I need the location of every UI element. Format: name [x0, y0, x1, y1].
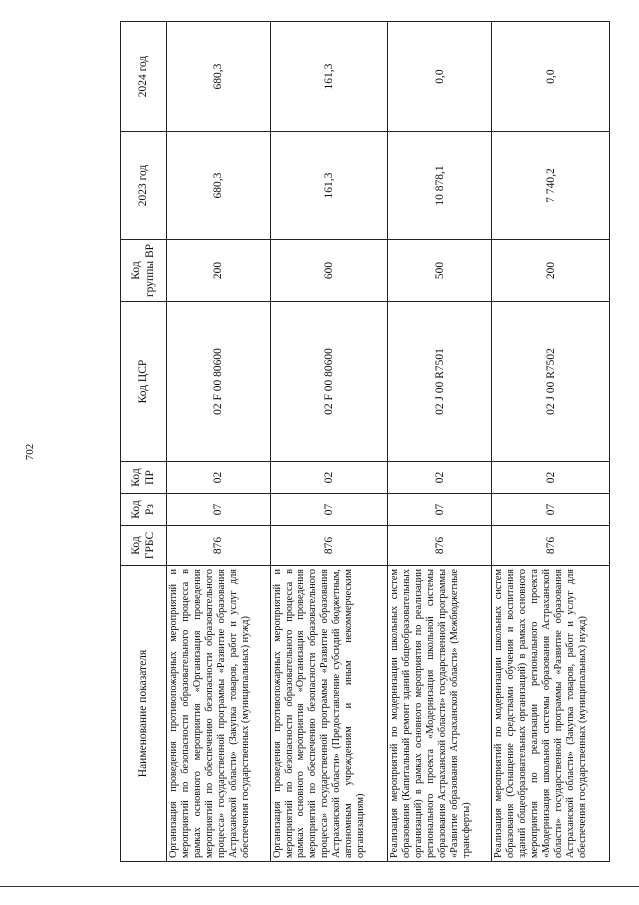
vr-cell: 600 — [270, 240, 388, 302]
rz-cell: 07 — [388, 494, 492, 526]
table-header-row — [121, 22, 167, 862]
page-number: 702 — [24, 443, 36, 461]
pr-cell: 02 — [167, 462, 271, 494]
csr-cell: 02 F 00 80600 — [270, 302, 388, 462]
csr-cell: 02 F 00 80600 — [167, 302, 271, 462]
amount-2023-cell: 10 878,1 — [388, 132, 492, 240]
amount-2023-cell: 161,3 — [270, 132, 388, 240]
amount-2023-cell: 680,3 — [167, 132, 271, 240]
amount-2023-cell: 7 740,2 — [492, 132, 610, 240]
amount-2024-cell: 680,3 — [167, 22, 271, 132]
vr-cell: 500 — [388, 240, 492, 302]
indicator-name-cell: Организация проведения противопожарных мероприятий и мероприятий по безопасности образовательного процесса в рамках основного мероприятия «Организация проведения мероприятий по обеспечению безопасности образовательного процесса» государственной программы «Развитие образования Астраханской области» (Закупка товаров, работ и услуг для обеспечения государственных (муниципальных) нужд) — [167, 566, 271, 862]
table-row — [388, 22, 492, 862]
amount-2024-cell: 0,0 — [388, 22, 492, 132]
indicator-name-cell: Реализация мероприятий по модернизации школьных систем образования (Капитальный ремонт зданий общеобразовательных организаций) в рамках основного мероприятия по реализации регионального проекта «Модернизация школьной системы образования Астраханской области» государственной программы «Развитие образования Астраханской области» (Межбюджетные трансферты) — [388, 566, 492, 862]
rz-cell: 07 — [167, 494, 271, 526]
amount-2024-cell: 0,0 — [492, 22, 610, 132]
rz-cell: 07 — [270, 494, 388, 526]
header-rz-code: Код Рз — [121, 494, 167, 526]
indicator-name-cell: Реализация мероприятий по модернизации школьных систем образования (Оснащение средствами обучения и воспитания зданий общеобразовательных организаций) в рамках основного мероприятия по реализации регионального проекта «Модернизация школьной системы образования Астраханской области» государственной программы «Развитие образования Астраханской области» (Закупка товаров, работ и услуг для обеспечения государственных (муниципальных) нужд) — [492, 566, 610, 862]
grbs-cell: 876 — [270, 526, 388, 566]
table-row — [167, 22, 271, 862]
header-grbs-code: Код ГРБС — [121, 526, 167, 566]
grbs-cell: 876 — [167, 526, 271, 566]
pr-cell: 02 — [270, 462, 388, 494]
grbs-cell: 876 — [388, 526, 492, 566]
grbs-cell: 876 — [492, 526, 610, 566]
table-row — [270, 22, 388, 862]
header-vr-group-code: Код группы ВР — [121, 240, 167, 302]
header-year-2023: 2023 год — [121, 132, 167, 240]
vr-cell: 200 — [167, 240, 271, 302]
header-indicator-name: Наименование показателя — [121, 566, 167, 862]
header-year-2024: 2024 год — [121, 22, 167, 132]
rotated-table-container — [120, 22, 610, 862]
amount-2024-cell: 161,3 — [270, 22, 388, 132]
csr-cell: 02 J 00 R7501 — [388, 302, 492, 462]
header-pr-code: Код ПР — [121, 462, 167, 494]
csr-cell: 02 J 00 R7502 — [492, 302, 610, 462]
vr-cell: 200 — [492, 240, 610, 302]
pr-cell: 02 — [492, 462, 610, 494]
indicator-name-cell: Организация проведения противопожарных мероприятий и мероприятий по безопасности образовательного процесса в рамках основного мероприятия «Организация проведения мероприятий по обеспечению безопасности образовательного процесса» государственной программы «Развитие образования Астраханской области» (Предоставление субсидий бюджетным, автономным учреждениям и иным некоммерческим организациям) — [270, 566, 388, 862]
rz-cell: 07 — [492, 494, 610, 526]
header-csr-code: Код ЦСР — [121, 302, 167, 462]
budget-table — [120, 21, 610, 862]
page-bottom-rule — [0, 886, 639, 887]
pr-cell: 02 — [388, 462, 492, 494]
table-row — [492, 22, 610, 862]
